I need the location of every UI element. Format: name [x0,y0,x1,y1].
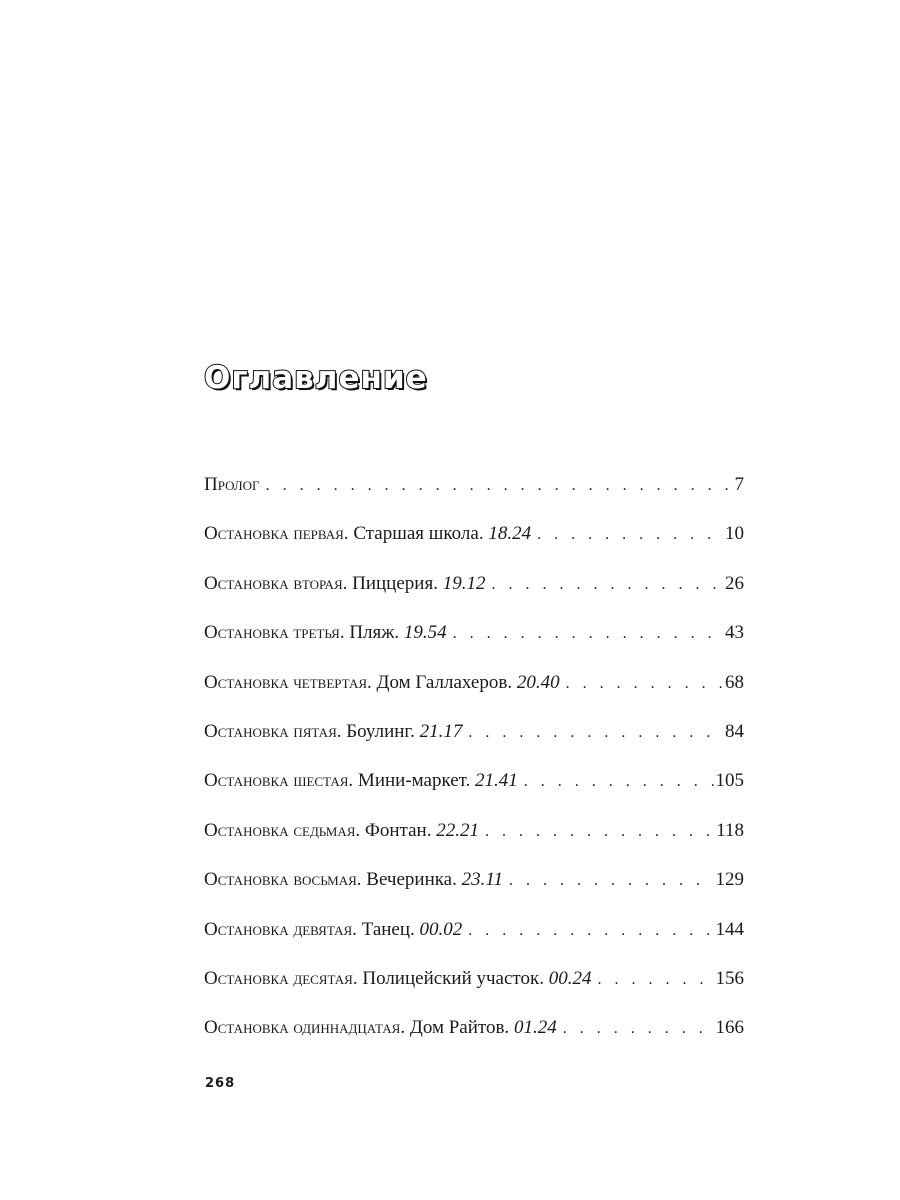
entry-place: Дом Галлахеров. [371,671,517,693]
entry-time: 19.54 [403,622,447,644]
dot-leader [591,971,713,989]
dot-leader [485,576,723,594]
entry-time: 01.24 [513,1017,557,1039]
dot-leader [518,773,714,791]
entry-time: 00.02 [419,918,463,940]
entry-place: Вечеринка. [361,869,462,891]
entry-page-number: 144 [715,918,744,940]
entry-place: Боулинг. [341,720,420,742]
entry-stop: Остановка вторая. [204,572,348,594]
dot-leader [557,1020,714,1038]
entry-place: Дом Райтов. [405,1017,514,1039]
dot-leader [462,922,713,940]
entry-stop: Остановка первая. [204,523,349,545]
entry-time: 23.11 [461,869,503,891]
entry-page-number: 156 [715,967,744,989]
entry-place: Фонтан. [360,819,437,841]
dot-leader [447,625,723,643]
toc-entry [204,820,744,869]
toc-entry [204,919,744,968]
toc-entry [204,721,744,770]
dot-leader [503,872,714,890]
dot-leader [260,477,733,495]
toc-entry [204,968,744,1017]
entry-stop: Остановка одиннадцатая. [204,1017,406,1039]
entry-time: 19.12 [442,572,486,594]
entry-time: 22.21 [436,819,479,841]
entry-time: 21.17 [419,720,463,742]
entry-place: Мини-маркет. [353,770,476,792]
toc-list [204,474,744,1067]
dot-leader [479,823,714,841]
entry-stop: Остановка девятая. [204,918,357,940]
entry-place: Пляж. [344,622,404,644]
entry-time: 21.41 [475,770,518,792]
entry-page-number: 7 [734,474,744,495]
entry-place: Полицейский участок. [357,967,549,989]
toc-entry [204,622,744,671]
page-number: 268 [205,1076,236,1091]
dot-leader [462,724,723,742]
entry-page-number: 26 [725,572,744,594]
entry-time: 20.40 [516,671,560,693]
entry-stop: Остановка пятая. [204,720,342,742]
toc-entry [204,770,744,819]
dot-leader [531,526,723,544]
entry-time: 18.24 [488,523,532,545]
dot-leader [560,675,723,693]
toc-entry [204,1017,744,1066]
entry-stop: Остановка восьмая. [204,869,362,891]
toc-entry [204,573,744,622]
entry-page-number: 43 [725,622,744,644]
toc-entry [204,523,744,572]
entry-stop: Остановка четвертая. [204,671,372,693]
entry-stop: Остановка седьмая. [204,819,361,841]
entry-page-number: 118 [716,819,744,841]
entry-page-number: 166 [715,1017,744,1039]
entry-place: Пиццерия. [347,572,443,594]
entry-time: 00.24 [548,967,592,989]
toc-entry [204,869,744,918]
entry-place: Танец. [356,918,420,940]
entry-stop: Пролог [204,474,260,495]
toc-entry [204,672,744,721]
entry-page-number: 105 [715,770,744,792]
entry-page-number: 10 [725,523,744,545]
entry-stop: Остановка десятая. [204,967,358,989]
toc-title: Оглавление [204,360,428,396]
entry-stop: Остановка шестая. [204,770,354,792]
entry-page-number: 68 [725,671,744,693]
entry-page-number: 84 [725,720,744,742]
entry-page-number: 129 [715,869,744,891]
toc-entry [204,474,744,523]
entry-stop: Остановка третья. [204,622,345,644]
entry-place: Старшая школа. [348,523,489,545]
